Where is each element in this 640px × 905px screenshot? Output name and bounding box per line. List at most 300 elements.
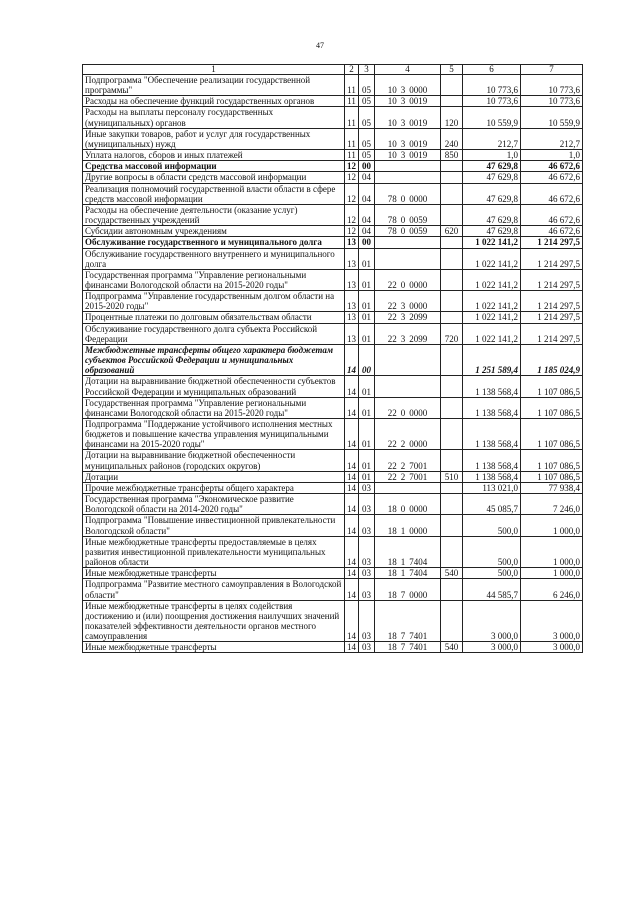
row-name: Обслуживание государственного внутреннего и муниципального долга <box>83 248 345 269</box>
section-code: 14 <box>345 494 359 515</box>
row-name: Расходы на обеспечение деятельности (оказание услуг) государственных учреждений <box>83 204 345 225</box>
target-code-part: 2099 <box>409 312 428 323</box>
target-article-code <box>375 150 441 161</box>
target-code-part: 2 <box>400 460 406 471</box>
expense-type-code <box>441 96 463 107</box>
target-code-part: 18 <box>387 589 397 600</box>
target-code-part: 7001 <box>409 471 428 482</box>
row-name: Обслуживание государственного долга субъекта Российской Федерации <box>83 323 345 344</box>
target-code-part: 7401 <box>409 642 428 653</box>
table-row <box>83 312 583 323</box>
table-row <box>83 128 583 149</box>
section-code: 13 <box>345 323 359 344</box>
table-row <box>83 248 583 269</box>
amount-col7: 1,0 <box>521 150 583 161</box>
target-article-code <box>375 515 441 536</box>
row-name: Расходы на выплаты персоналу государственных (муниципальных) органов <box>83 107 345 128</box>
target-article-code <box>375 579 441 600</box>
expense-type-code <box>441 248 463 269</box>
table-row <box>83 150 583 161</box>
column-header: 2 <box>345 65 359 75</box>
amount-col6: 47 629,8 <box>463 161 521 172</box>
column-header: 5 <box>441 65 463 75</box>
section-code: 11 <box>345 75 359 96</box>
target-code-part: 18 <box>387 504 397 515</box>
row-name: Государственная программа "Экономическое развитие Вологодской области на 2014-2020 годы" <box>83 494 345 515</box>
target-code-part: 22 <box>387 471 397 482</box>
row-name: Дотации на выравнивание бюджетной обеспеченности субъектов Российской Федерации и муниципальных образований <box>83 376 345 397</box>
section-code: 12 <box>345 204 359 225</box>
row-name: Иные закупки товаров, работ и услуг для государственных (муниципальных) нужд <box>83 128 345 149</box>
target-code-part: 0019 <box>409 150 428 161</box>
target-code-part: 2 <box>400 439 406 450</box>
row-name: Государственная программа "Управление региональными финансами Вологодской области на 2015-2020 годы" <box>83 397 345 418</box>
target-code-part: 0 <box>400 407 406 418</box>
page-number: 47 <box>316 41 324 50</box>
section-code: 13 <box>345 312 359 323</box>
target-code-part: 22 <box>387 333 397 344</box>
row-name: Субсидии автономным учреждениям <box>83 226 345 237</box>
amount-col6: 1 022 141,2 <box>463 269 521 290</box>
target-article-code <box>375 204 441 225</box>
amount-col7: 1 214 297,5 <box>521 269 583 290</box>
table-row <box>83 536 583 567</box>
target-article-code <box>375 471 441 482</box>
target-article-code <box>375 312 441 323</box>
section-code: 12 <box>345 183 359 204</box>
target-code-part: 18 <box>387 631 397 642</box>
budget-table <box>82 64 583 653</box>
target-code-part: 78 <box>387 215 397 226</box>
target-code-part: 0019 <box>409 117 428 128</box>
subsection-code: 03 <box>359 642 375 653</box>
amount-col7: 1 107 086,5 <box>521 397 583 418</box>
section-code: 14 <box>345 450 359 471</box>
header-row <box>83 65 583 75</box>
target-code-part: 3 <box>400 150 406 161</box>
table-row <box>83 183 583 204</box>
table-row <box>83 515 583 536</box>
expense-type-code <box>441 161 463 172</box>
target-article-code <box>375 450 441 471</box>
target-code-part: 22 <box>387 312 397 323</box>
amount-col7: 1 107 086,5 <box>521 471 583 482</box>
expense-type-code <box>441 482 463 493</box>
table-row <box>83 226 583 237</box>
section-code: 11 <box>345 150 359 161</box>
amount-col7: 10 773,6 <box>521 75 583 96</box>
target-code-part: 3 <box>400 85 406 96</box>
amount-col6: 1 022 141,2 <box>463 291 521 312</box>
amount-col6: 1 138 568,4 <box>463 450 521 471</box>
target-code-part: 7401 <box>409 631 428 642</box>
table-row <box>83 482 583 493</box>
expense-type-code <box>441 579 463 600</box>
row-name: Реализация полномочий государственной власти области в сфере средств массовой информации <box>83 183 345 204</box>
target-article-code <box>375 419 441 450</box>
section-code: 14 <box>345 579 359 600</box>
expense-type-code: 720 <box>441 323 463 344</box>
table-row <box>83 344 583 375</box>
target-code-part: 0 <box>400 504 406 515</box>
subsection-code: 05 <box>359 75 375 96</box>
subsection-code: 03 <box>359 579 375 600</box>
table-row <box>83 237 583 248</box>
target-article-code <box>375 96 441 107</box>
column-header: 3 <box>359 65 375 75</box>
target-article-code <box>375 107 441 128</box>
amount-col6: 500,0 <box>463 515 521 536</box>
target-article-code <box>375 568 441 579</box>
target-code-part: 7001 <box>409 460 428 471</box>
subsection-code: 01 <box>359 419 375 450</box>
amount-col7: 46 672,6 <box>521 161 583 172</box>
row-name: Иные межбюджетные трансферты <box>83 642 345 653</box>
subsection-code: 03 <box>359 482 375 493</box>
target-code-part: 0059 <box>409 215 428 226</box>
amount-col6: 500,0 <box>463 568 521 579</box>
amount-col7: 1 185 024,9 <box>521 344 583 375</box>
target-article-code <box>375 248 441 269</box>
target-code-part: 2 <box>400 471 406 482</box>
column-header: 4 <box>375 65 441 75</box>
amount-col6: 3 000,0 <box>463 600 521 642</box>
table-row <box>83 471 583 482</box>
subsection-code: 04 <box>359 183 375 204</box>
subsection-code: 03 <box>359 568 375 579</box>
amount-col6: 47 629,8 <box>463 204 521 225</box>
row-name: Дотации <box>83 471 345 482</box>
target-code-part: 18 <box>387 642 397 653</box>
subsection-code: 03 <box>359 515 375 536</box>
target-article-code <box>375 128 441 149</box>
expense-type-code <box>441 312 463 323</box>
subsection-code: 01 <box>359 291 375 312</box>
subsection-code: 03 <box>359 536 375 567</box>
amount-col6: 1 022 141,2 <box>463 248 521 269</box>
amount-col7: 1 000,0 <box>521 536 583 567</box>
amount-col6: 10 773,6 <box>463 75 521 96</box>
row-name: Другие вопросы в области средств массовой информации <box>83 172 345 183</box>
expense-type-code: 850 <box>441 150 463 161</box>
amount-col7: 3 000,0 <box>521 600 583 642</box>
expense-type-code <box>441 291 463 312</box>
subsection-code: 01 <box>359 269 375 290</box>
amount-col6: 47 629,8 <box>463 172 521 183</box>
target-article-code <box>375 161 441 172</box>
amount-col6: 1 138 568,4 <box>463 419 521 450</box>
target-article-code <box>375 376 441 397</box>
target-code-part: 22 <box>387 279 397 290</box>
expense-type-code: 510 <box>441 471 463 482</box>
section-code: 14 <box>345 471 359 482</box>
target-article-code <box>375 75 441 96</box>
subsection-code: 01 <box>359 450 375 471</box>
target-code-part: 10 <box>387 150 397 161</box>
subsection-code: 00 <box>359 344 375 375</box>
subsection-code: 03 <box>359 600 375 642</box>
subsection-code: 01 <box>359 397 375 418</box>
amount-col7: 46 672,6 <box>521 183 583 204</box>
amount-col6: 1 138 568,4 <box>463 376 521 397</box>
table-row <box>83 269 583 290</box>
section-code: 12 <box>345 226 359 237</box>
target-code-part: 22 <box>387 460 397 471</box>
target-code-part: 10 <box>387 138 397 149</box>
target-article-code <box>375 482 441 493</box>
section-code: 12 <box>345 161 359 172</box>
target-code-part: 0019 <box>409 138 428 149</box>
target-code-part: 3 <box>400 333 406 344</box>
target-code-part: 7 <box>400 631 406 642</box>
section-code: 13 <box>345 269 359 290</box>
amount-col6: 1,0 <box>463 150 521 161</box>
target-code-part: 7404 <box>409 568 428 579</box>
section-code: 11 <box>345 96 359 107</box>
target-article-code <box>375 237 441 248</box>
expense-type-code <box>441 419 463 450</box>
table-row <box>83 642 583 653</box>
expense-type-code <box>441 269 463 290</box>
target-code-part: 7 <box>400 589 406 600</box>
subsection-code: 04 <box>359 226 375 237</box>
section-code: 13 <box>345 291 359 312</box>
target-code-part: 0000 <box>409 85 428 96</box>
subsection-code: 05 <box>359 96 375 107</box>
section-code: 12 <box>345 172 359 183</box>
target-code-part: 7404 <box>409 557 428 568</box>
amount-col7: 10 773,6 <box>521 96 583 107</box>
expense-type-code <box>441 450 463 471</box>
target-article-code <box>375 642 441 653</box>
amount-col6: 1 022 141,2 <box>463 237 521 248</box>
target-code-part: 1 <box>400 568 406 579</box>
expense-type-code: 240 <box>441 128 463 149</box>
table-row <box>83 450 583 471</box>
amount-col7: 1 107 086,5 <box>521 450 583 471</box>
target-article-code <box>375 183 441 204</box>
target-article-code <box>375 172 441 183</box>
amount-col7: 1 214 297,5 <box>521 291 583 312</box>
section-code: 14 <box>345 600 359 642</box>
amount-col7: 77 938,4 <box>521 482 583 493</box>
target-code-part: 22 <box>387 301 397 312</box>
target-code-part: 0000 <box>409 407 428 418</box>
expense-type-code: 540 <box>441 642 463 653</box>
target-code-part: 0000 <box>409 525 428 536</box>
amount-col6: 45 085,7 <box>463 494 521 515</box>
expense-type-code: 620 <box>441 226 463 237</box>
row-name: Процентные платежи по долговым обязательствам области <box>83 312 345 323</box>
table-row <box>83 96 583 107</box>
amount-col7: 212,7 <box>521 128 583 149</box>
target-article-code <box>375 344 441 375</box>
target-code-part: 78 <box>387 193 397 204</box>
subsection-code: 01 <box>359 471 375 482</box>
amount-col6: 47 629,8 <box>463 226 521 237</box>
row-name: Подпрограмма "Управление государственным долгом области на 2015-2020 годы" <box>83 291 345 312</box>
target-code-part: 0000 <box>409 439 428 450</box>
target-code-part: 0000 <box>409 504 428 515</box>
amount-col6: 10 559,9 <box>463 107 521 128</box>
amount-col6: 1 251 589,4 <box>463 344 521 375</box>
target-code-part: 0 <box>400 226 406 237</box>
table-row <box>83 419 583 450</box>
subsection-code: 04 <box>359 172 375 183</box>
target-code-part: 3 <box>400 312 406 323</box>
subsection-code: 01 <box>359 323 375 344</box>
target-code-part: 10 <box>387 85 397 96</box>
expense-type-code <box>441 494 463 515</box>
expense-type-code <box>441 397 463 418</box>
subsection-code: 05 <box>359 128 375 149</box>
target-code-part: 1 <box>400 557 406 568</box>
amount-col6: 1 138 568,4 <box>463 471 521 482</box>
expense-type-code <box>441 237 463 248</box>
table-row <box>83 107 583 128</box>
section-code: 11 <box>345 128 359 149</box>
expense-type-code <box>441 600 463 642</box>
target-code-part: 0000 <box>409 301 428 312</box>
expense-type-code: 540 <box>441 568 463 579</box>
amount-col7: 1 107 086,5 <box>521 376 583 397</box>
amount-col6: 1 022 141,2 <box>463 312 521 323</box>
section-code: 13 <box>345 248 359 269</box>
amount-col7: 10 559,9 <box>521 107 583 128</box>
table-row <box>83 376 583 397</box>
section-code: 14 <box>345 376 359 397</box>
table-row <box>83 75 583 96</box>
table-row <box>83 204 583 225</box>
row-name: Средства массовой информации <box>83 161 345 172</box>
target-code-part: 22 <box>387 439 397 450</box>
amount-col7: 6 246,0 <box>521 579 583 600</box>
target-code-part: 0019 <box>409 96 428 107</box>
row-name: Подпрограмма "Повышение инвестиционной привлекательности Вологодской области" <box>83 515 345 536</box>
amount-col7: 7 246,0 <box>521 494 583 515</box>
table-row <box>83 172 583 183</box>
expense-type-code <box>441 172 463 183</box>
row-name: Государственная программа "Управление региональными финансами Вологодской области на 2015-2020 годы" <box>83 269 345 290</box>
target-code-part: 18 <box>387 568 397 579</box>
target-code-part: 22 <box>387 407 397 418</box>
target-code-part: 78 <box>387 226 397 237</box>
column-header: 6 <box>463 65 521 75</box>
target-code-part: 0000 <box>409 193 428 204</box>
expense-type-code <box>441 204 463 225</box>
subsection-code: 01 <box>359 312 375 323</box>
target-article-code <box>375 397 441 418</box>
subsection-code: 05 <box>359 107 375 128</box>
target-code-part: 3 <box>400 96 406 107</box>
subsection-code: 00 <box>359 237 375 248</box>
amount-col6: 44 585,7 <box>463 579 521 600</box>
amount-col7: 1 214 297,5 <box>521 323 583 344</box>
subsection-code: 01 <box>359 376 375 397</box>
target-code-part: 0 <box>400 279 406 290</box>
target-code-part: 3 <box>400 117 406 128</box>
expense-type-code <box>441 515 463 536</box>
expense-type-code <box>441 376 463 397</box>
target-code-part: 10 <box>387 117 397 128</box>
section-code: 11 <box>345 107 359 128</box>
target-article-code <box>375 291 441 312</box>
target-code-part: 1 <box>400 525 406 536</box>
row-name: Дотации на выравнивание бюджетной обеспеченности муниципальных районов (городских округов) <box>83 450 345 471</box>
target-code-part: 3 <box>400 138 406 149</box>
amount-col6: 212,7 <box>463 128 521 149</box>
target-article-code <box>375 226 441 237</box>
section-code: 14 <box>345 642 359 653</box>
table-row <box>83 600 583 642</box>
amount-col7: 46 672,6 <box>521 204 583 225</box>
section-code: 14 <box>345 515 359 536</box>
target-code-part: 0 <box>400 215 406 226</box>
row-name: Уплата налогов, сборов и иных платежей <box>83 150 345 161</box>
target-code-part: 0059 <box>409 226 428 237</box>
amount-col7: 1 214 297,5 <box>521 237 583 248</box>
subsection-code: 03 <box>359 494 375 515</box>
target-code-part: 10 <box>387 96 397 107</box>
table-row <box>83 579 583 600</box>
table-row <box>83 397 583 418</box>
target-code-part: 7 <box>400 642 406 653</box>
target-article-code <box>375 600 441 642</box>
target-code-part: 18 <box>387 525 397 536</box>
row-name: Межбюджетные трансферты общего характера бюджетам субъектов Российской Федерации и муниципальных образований <box>83 344 345 375</box>
target-article-code <box>375 269 441 290</box>
amount-col6: 10 773,6 <box>463 96 521 107</box>
row-name: Иные межбюджетные трансферты <box>83 568 345 579</box>
amount-col7: 46 672,6 <box>521 226 583 237</box>
row-name: Иные межбюджетные трансферты предоставляемые в целях развития инвестиционной привлекательности муниципальных районов области <box>83 536 345 567</box>
amount-col6: 1 138 568,4 <box>463 397 521 418</box>
row-name: Иные межбюджетные трансферты в целях содействия достижению и (или) поощрения достижения наилучших значений показателей эффективности деятельности органов местного самоуправления <box>83 600 345 642</box>
row-name: Обслуживание государственного и муниципального долга <box>83 237 345 248</box>
target-article-code <box>375 536 441 567</box>
amount-col7: 1 000,0 <box>521 515 583 536</box>
target-code-part: 2099 <box>409 333 428 344</box>
target-article-code <box>375 494 441 515</box>
amount-col6: 3 000,0 <box>463 642 521 653</box>
target-code-part: 0 <box>400 193 406 204</box>
amount-col6: 113 021,0 <box>463 482 521 493</box>
section-code: 14 <box>345 482 359 493</box>
amount-col7: 1 107 086,5 <box>521 419 583 450</box>
expense-type-code <box>441 183 463 204</box>
target-code-part: 0000 <box>409 279 428 290</box>
expense-type-code: 120 <box>441 107 463 128</box>
expense-type-code <box>441 344 463 375</box>
table-row <box>83 568 583 579</box>
section-code: 14 <box>345 536 359 567</box>
row-name: Подпрограмма "Обеспечение реализации государственной программы" <box>83 75 345 96</box>
table-row <box>83 323 583 344</box>
target-code-part: 3 <box>400 301 406 312</box>
target-code-part: 0000 <box>409 589 428 600</box>
row-name: Расходы на обеспечение функций государственных органов <box>83 96 345 107</box>
subsection-code: 04 <box>359 204 375 225</box>
section-code: 14 <box>345 397 359 418</box>
amount-col7: 1 214 297,5 <box>521 248 583 269</box>
subsection-code: 01 <box>359 248 375 269</box>
column-header: 1 <box>83 65 345 75</box>
subsection-code: 05 <box>359 150 375 161</box>
section-code: 14 <box>345 419 359 450</box>
table-row <box>83 161 583 172</box>
amount-col6: 1 022 141,2 <box>463 323 521 344</box>
section-code: 14 <box>345 568 359 579</box>
